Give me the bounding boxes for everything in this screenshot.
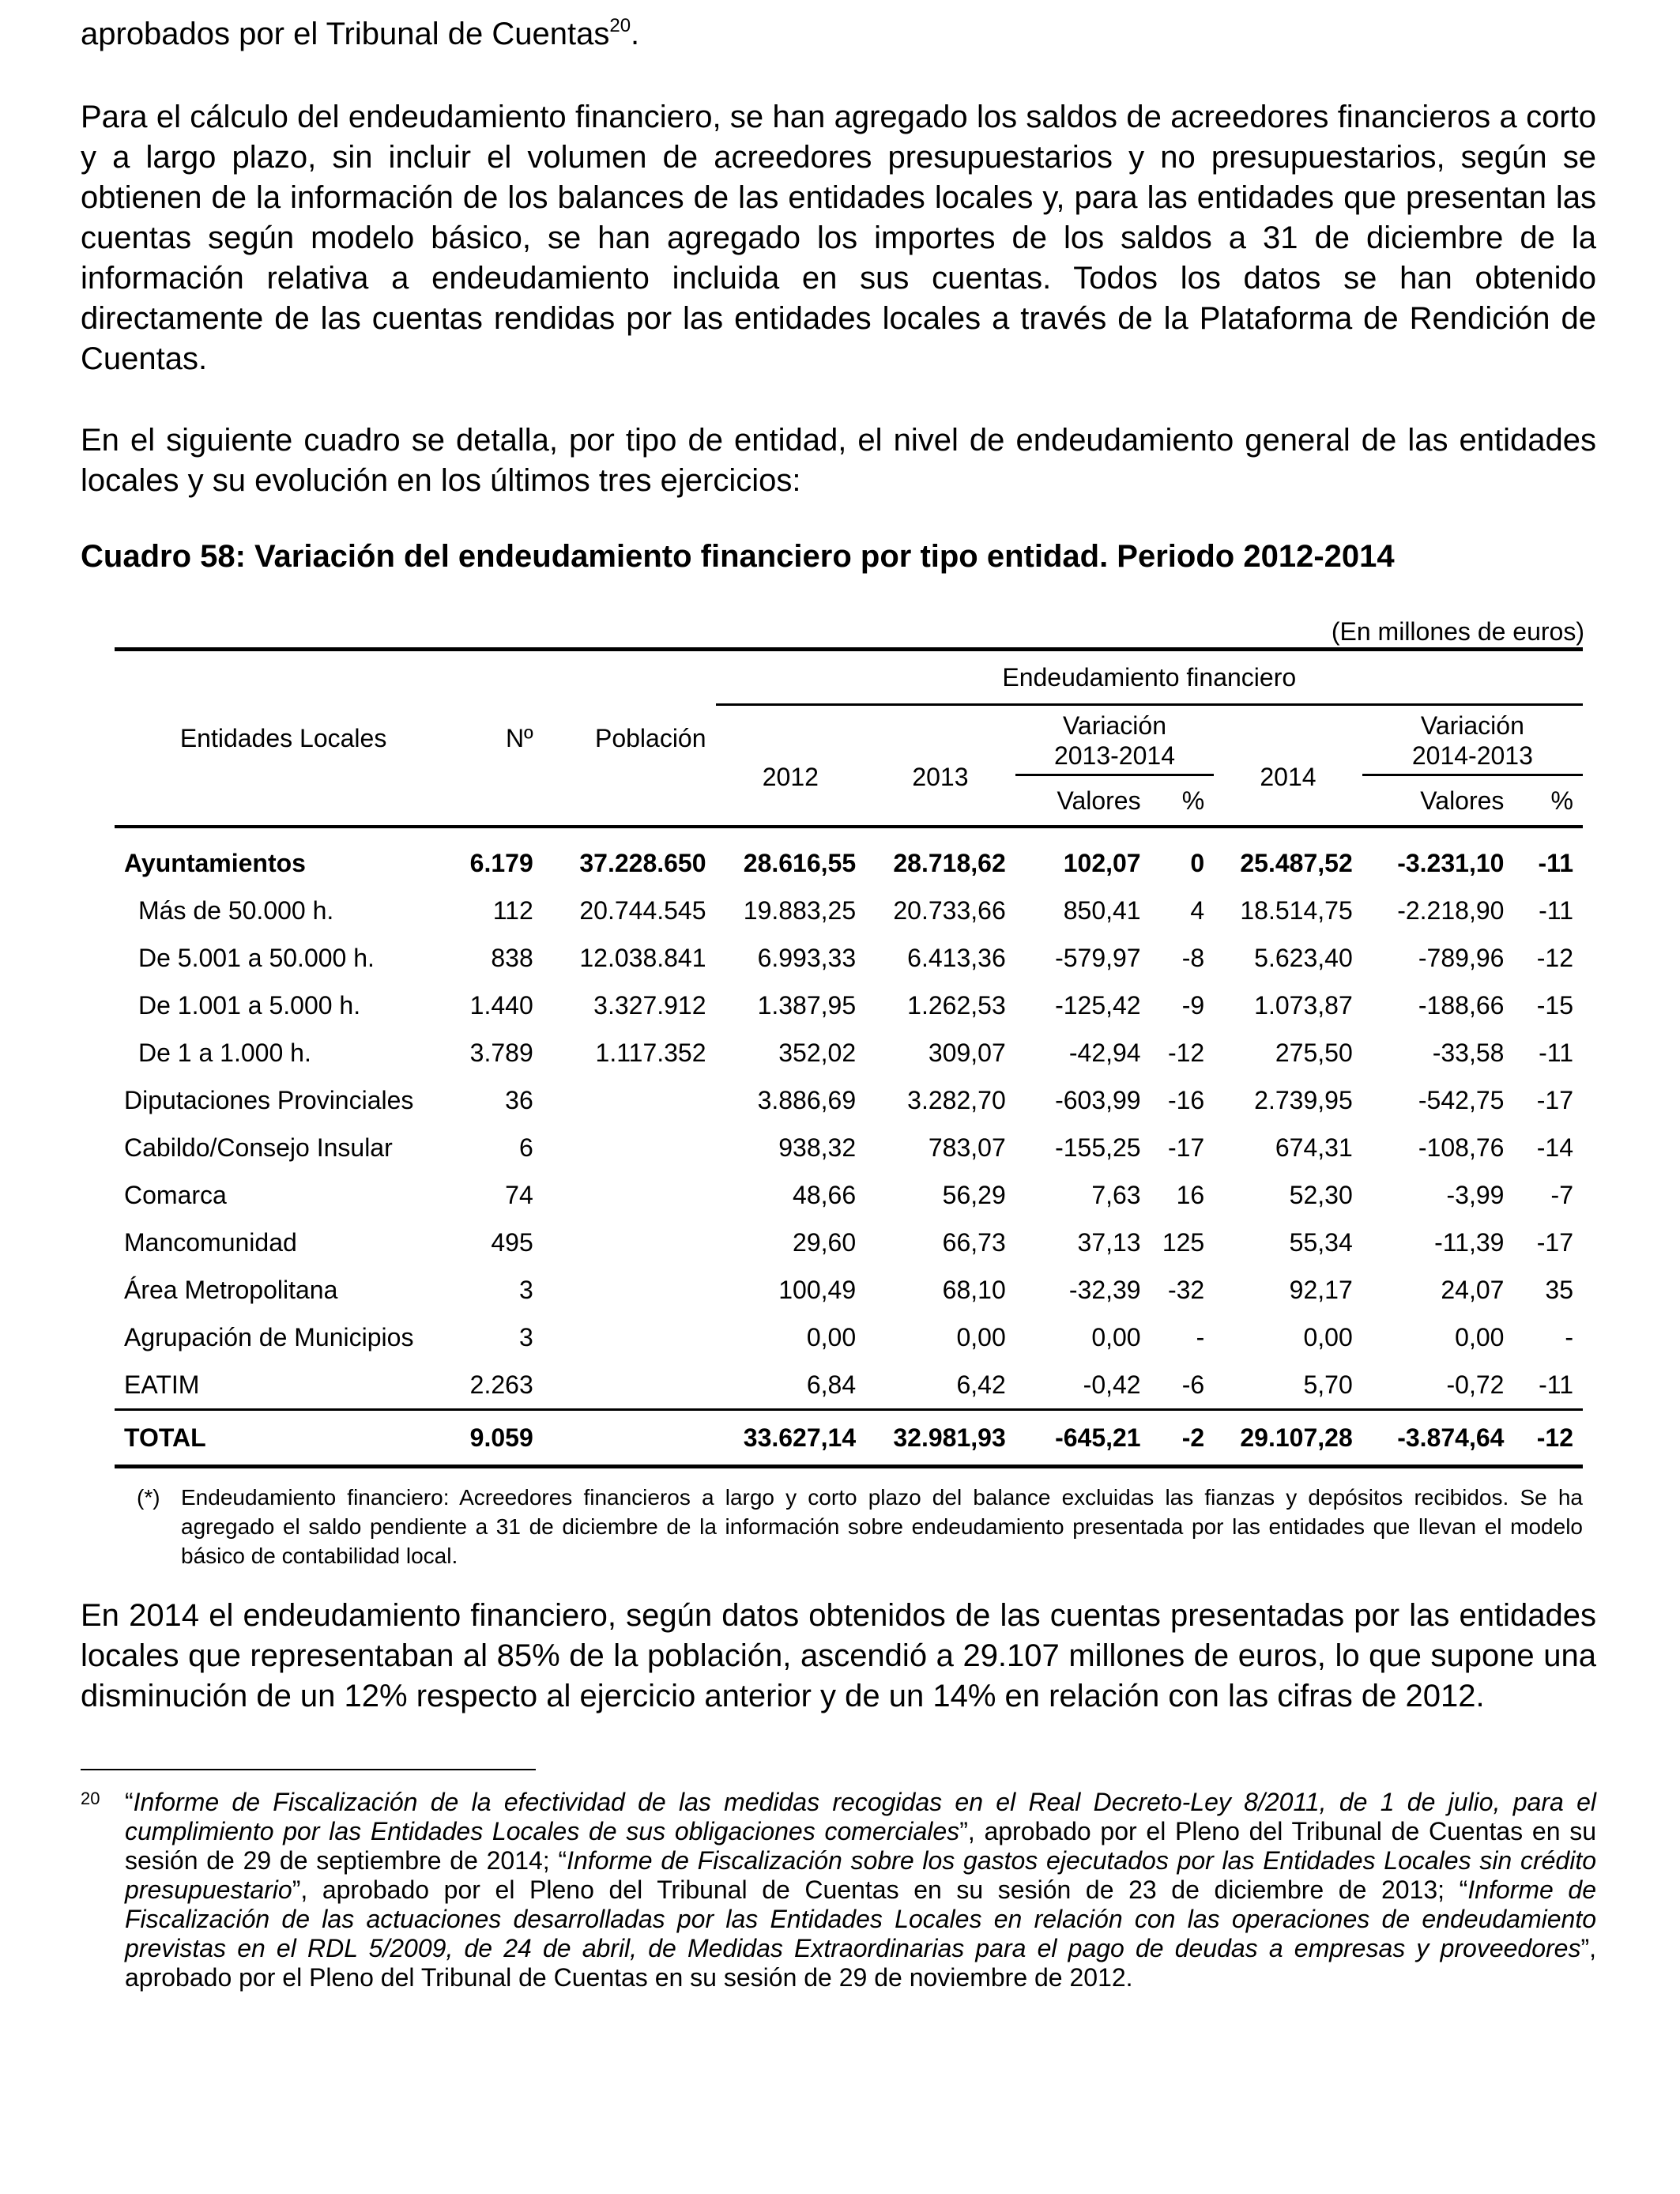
cell-v2014: 674,31 — [1275, 1133, 1353, 1162]
cell-poblacion: 3.327.912 — [593, 990, 706, 1020]
cell-v2014: 5.623,40 — [1254, 943, 1353, 972]
cell-entidad: Mancomunidad — [124, 1227, 297, 1257]
cell-poblacion: 12.038.841 — [579, 943, 706, 972]
cell-numero: 6 — [518, 1133, 533, 1162]
cell-var-valores: -32,39 — [1068, 1275, 1141, 1304]
cell-v2013: 1.262,53 — [907, 990, 1006, 1020]
paragraph-intro-text: aprobados por el Tribunal de Cuentas — [81, 17, 610, 51]
cell-var2-pct: -12 — [1536, 943, 1573, 972]
cell-var2-pct: - — [1565, 1322, 1573, 1351]
table-row — [115, 1361, 1583, 1410]
table-total-row — [115, 1410, 1583, 1467]
cell-v2012: 29,60 — [793, 1227, 857, 1257]
cell-entidad: De 5.001 a 50.000 h. — [138, 943, 375, 972]
cell-var-pct: -6 — [1181, 1370, 1205, 1399]
cell-entidad: EATIM — [124, 1370, 200, 1399]
table-units: (En millones de euros) — [1331, 617, 1584, 646]
header-variacion-1 — [1015, 705, 1214, 775]
cell-numero: 495 — [491, 1227, 533, 1257]
cell-v2012: 33.627,14 — [716, 1410, 866, 1467]
cell-poblacion: 37.228.650 — [579, 848, 706, 877]
header-valores-2: Valores — [1362, 775, 1514, 827]
cell-poblacion — [543, 1361, 716, 1410]
cell-v2014: 29.107,28 — [1214, 1410, 1362, 1467]
cell-var-valores: -155,25 — [1055, 1133, 1141, 1162]
cell-var2-valores: -0,72 — [1446, 1370, 1505, 1399]
cell-var2-pct: -15 — [1536, 990, 1573, 1020]
header-poblacion: Población — [543, 650, 716, 827]
cell-entidad: Más de 50.000 h. — [138, 895, 334, 925]
table-title: Cuadro 58: Variación del endeudamiento financiero por tipo entidad. Periodo 2012-2014 — [81, 539, 1395, 574]
footnote-number: 20 — [81, 1789, 100, 1808]
cell-var-valores: 37,13 — [1077, 1227, 1141, 1257]
cell-var-pct: 4 — [1190, 895, 1205, 925]
cell-var2-pct: -11 — [1539, 1038, 1573, 1067]
cell-v2013: 0,00 — [956, 1322, 1006, 1351]
cell-var-pct: -16 — [1167, 1085, 1205, 1114]
cell-var2-valores: -3.231,10 — [1397, 848, 1505, 877]
table-row — [115, 934, 1583, 982]
cell-numero: 1.440 — [469, 990, 533, 1020]
cell-entidad: Agrupación de Municipios — [124, 1322, 414, 1351]
header-row-1 — [115, 650, 1583, 705]
cell-poblacion — [543, 1266, 716, 1314]
cell-var2-pct: -12 — [1513, 1410, 1583, 1467]
cell-v2014: 25.487,52 — [1240, 848, 1353, 877]
cell-v2012: 100,49 — [778, 1275, 857, 1304]
footnote-title: Informe de Fiscalización de la efectividad de las medidas recogidas en el Real Decreto-Ley 8/2011, de 1 de julio, para el cumplimiento por las Entidades Locales de sus obligaciones comerciales — [125, 1788, 1596, 1845]
cell-var-valores: -603,99 — [1055, 1085, 1141, 1114]
cell-numero: 112 — [492, 895, 533, 925]
cell-v2014: 92,17 — [1289, 1275, 1353, 1304]
cell-var-pct: 125 — [1162, 1227, 1205, 1257]
cell-numero: 3.789 — [469, 1038, 533, 1067]
cell-v2014: 18.514,75 — [1240, 895, 1353, 925]
cell-v2013: 6,42 — [956, 1370, 1006, 1399]
header-valores-1: Valores — [1015, 775, 1151, 827]
header-variacion-2 — [1362, 705, 1583, 775]
cell-entidad: Diputaciones Provinciales — [124, 1085, 414, 1114]
table-row — [115, 1314, 1583, 1361]
cell-var2-valores: -542,75 — [1418, 1085, 1505, 1114]
cell-var2-valores: 0,00 — [1455, 1322, 1505, 1351]
cell-var2-valores: -3,99 — [1446, 1180, 1505, 1209]
cell-numero: 838 — [491, 943, 533, 972]
cell-v2012: 6,84 — [806, 1370, 857, 1399]
footnote-ref[interactable]: 20 — [609, 15, 631, 36]
cell-var-valores: -645,21 — [1015, 1410, 1151, 1467]
cell-var-pct: -2 — [1151, 1410, 1215, 1467]
cell-entidad: Comarca — [124, 1180, 227, 1209]
cell-v2014: 55,34 — [1289, 1227, 1353, 1257]
header-group: Endeudamiento financiero — [716, 650, 1583, 705]
cell-var2-valores: 24,07 — [1441, 1275, 1505, 1304]
cell-numero: 2.263 — [469, 1370, 533, 1399]
footnote-segment: ”, aprobado por el Pleno del Tribunal de Cuentas en su sesión de 29 de noviembre de 2012. — [125, 1934, 1596, 1992]
cell-v2012: 938,32 — [778, 1133, 857, 1162]
cell-v2014: 275,50 — [1275, 1038, 1353, 1067]
cell-v2014: 0,00 — [1303, 1322, 1353, 1351]
header-variacion-2-l1: Variación — [1420, 711, 1524, 740]
cell-var-valores: 850,41 — [1063, 895, 1141, 925]
cell-var-pct: 0 — [1190, 848, 1205, 877]
footnote-separator — [81, 1769, 536, 1770]
cell-numero: 36 — [505, 1085, 533, 1114]
cell-var2-pct: -11 — [1539, 1370, 1573, 1399]
cell-var-pct: - — [1196, 1322, 1205, 1351]
cell-entidad: De 1 a 1.000 h. — [138, 1038, 311, 1067]
cell-v2014: 52,30 — [1289, 1180, 1353, 1209]
cell-entidad: TOTAL — [115, 1410, 452, 1467]
cell-var-pct: -9 — [1181, 990, 1205, 1020]
footnote-title: Informe de Fiscalización sobre los gastos ejecutados por las Entidades Locales sin crédito presupuestario — [125, 1846, 1597, 1904]
header-2013: 2013 — [865, 705, 1015, 827]
table-row — [115, 827, 1583, 887]
cell-var-pct: -17 — [1167, 1133, 1205, 1162]
paragraph-table-intro: En el siguiente cuadro se detalla, por tipo de entidad, el nivel de endeudamiento general de las entidades locales y su evolución en los últimos tres ejercicios: — [81, 423, 1596, 498]
header-pct-1: % — [1151, 775, 1215, 827]
cell-var2-pct: -11 — [1538, 848, 1573, 877]
cell-numero: 9.059 — [452, 1410, 543, 1467]
footnote — [81, 1788, 1596, 1992]
cell-poblacion — [543, 1124, 716, 1171]
cell-entidad: Ayuntamientos — [124, 848, 306, 877]
cell-v2013: 32.981,93 — [865, 1410, 1015, 1467]
cell-v2013: 28.718,62 — [893, 848, 1006, 877]
table-row — [115, 1171, 1583, 1219]
cell-var2-valores: -108,76 — [1418, 1133, 1505, 1162]
header-variacion-2-l2: 2014-2013 — [1411, 741, 1533, 770]
cell-var2-valores: -789,96 — [1418, 943, 1505, 972]
cell-var2-pct: -17 — [1536, 1227, 1573, 1257]
table-row — [115, 1219, 1583, 1266]
cell-var-valores: 0,00 — [1091, 1322, 1141, 1351]
cell-v2013: 68,10 — [942, 1275, 1006, 1304]
header-2012: 2012 — [716, 705, 866, 827]
cell-v2014: 1.073,87 — [1254, 990, 1353, 1020]
cell-entidad: Área Metropolitana — [124, 1275, 338, 1304]
cell-var2-pct: 35 — [1545, 1275, 1573, 1304]
cell-v2012: 48,66 — [793, 1180, 857, 1209]
cell-v2013: 56,29 — [942, 1180, 1006, 1209]
cell-var-valores: -125,42 — [1055, 990, 1141, 1020]
cell-numero: 3 — [518, 1275, 533, 1304]
cell-v2014: 2.739,95 — [1254, 1085, 1353, 1114]
header-2014: 2014 — [1214, 705, 1362, 827]
cell-poblacion — [543, 1410, 716, 1467]
table-note-text: Endeudamiento financiero: Acreedores financieros a largo y corto plazo del balance excluidas las fianzas y depósitos recibidos. Se ha agregado el saldo pendiente a 31 de diciembre de la información sobre endeudamiento presentada por las entidades que llevan el modelo básico de contabilidad local. — [181, 1485, 1583, 1568]
cell-poblacion — [543, 1314, 716, 1361]
footnote-segment: “ — [125, 1788, 134, 1816]
table-row — [115, 1124, 1583, 1171]
table-note-mark: (*) — [137, 1485, 160, 1510]
header-pct-2: % — [1513, 775, 1583, 827]
table-row — [115, 887, 1583, 934]
cell-v2012: 19.883,25 — [743, 895, 857, 925]
paragraph-intro-end: . — [631, 17, 640, 51]
cell-poblacion — [543, 1076, 716, 1124]
cell-var-valores: 7,63 — [1091, 1180, 1141, 1209]
table-note — [115, 1483, 1583, 1570]
cell-poblacion — [543, 1219, 716, 1266]
cell-var2-valores: -3.874,64 — [1362, 1410, 1514, 1467]
footnote-segment: ”, aprobado por el Pleno del Tribunal de Cuentas en su sesión de 23 de diciembre de 2013; “ — [292, 1875, 1468, 1904]
cell-var2-valores: -188,66 — [1418, 990, 1505, 1020]
cell-poblacion: 20.744.545 — [579, 895, 706, 925]
footnote-text — [125, 1788, 1596, 1992]
cell-var2-pct: -14 — [1536, 1133, 1573, 1162]
cell-v2013: 3.282,70 — [907, 1085, 1006, 1114]
cell-var-valores: -42,94 — [1068, 1038, 1141, 1067]
table-row — [115, 1076, 1583, 1124]
cell-var-pct: -32 — [1167, 1275, 1205, 1304]
cell-var2-valores: -2.218,90 — [1397, 895, 1505, 925]
header-entidades: Entidades Locales — [115, 650, 452, 827]
cell-var2-pct: -11 — [1539, 895, 1573, 925]
cell-poblacion: 1.117.352 — [595, 1038, 706, 1067]
cell-v2014: 5,70 — [1303, 1370, 1353, 1399]
paragraph-conclusion: En 2014 el endeudamiento financiero, según datos obtenidos de las cuentas presentadas por las entidades locales que representaban al 85% de la población, ascendió a 29.107 millones de euros, lo que supone una disminución de un 12% respecto al ejercicio anterior y de un 14% en relación con las cifras de 2012. — [81, 1598, 1596, 1713]
cell-v2012: 1.387,95 — [757, 990, 857, 1020]
cell-v2012: 3.886,69 — [757, 1085, 857, 1114]
cell-entidad: Cabildo/Consejo Insular — [124, 1133, 393, 1162]
cell-entidad: De 1.001 a 5.000 h. — [138, 990, 361, 1020]
cell-v2013: 6.413,36 — [907, 943, 1006, 972]
cell-var-valores: -0,42 — [1083, 1370, 1141, 1399]
cell-v2013: 783,07 — [928, 1133, 1006, 1162]
cell-v2012: 0,00 — [806, 1322, 857, 1351]
cell-var2-pct: -7 — [1550, 1180, 1573, 1209]
cell-var-pct: 16 — [1176, 1180, 1205, 1209]
cell-var-pct: -12 — [1167, 1038, 1205, 1067]
cell-numero: 6.179 — [469, 848, 533, 877]
table-row — [115, 1029, 1583, 1076]
cell-var2-valores: -33,58 — [1432, 1038, 1505, 1067]
cell-var-pct: -8 — [1181, 943, 1205, 972]
cell-v2013: 20.733,66 — [893, 895, 1006, 925]
cell-v2013: 309,07 — [928, 1038, 1006, 1067]
paragraph-intro — [81, 14, 1596, 55]
cell-numero: 3 — [518, 1322, 533, 1351]
cell-var2-valores: -11,39 — [1434, 1227, 1505, 1257]
table-row — [115, 1266, 1583, 1314]
cell-v2012: 28.616,55 — [743, 848, 857, 877]
cell-numero: 74 — [505, 1180, 533, 1209]
paragraph-method: Para el cálculo del endeudamiento financiero, se han agregado los saldos de acreedores financieros a corto y a largo plazo, sin incluir el volumen de acreedores presupuestarios y no presupuestarios, según se obtienen de la información de los balances de las entidades locales y, para las entidades que presentan las cuentas según modelo básico, se han agregado los importes de los saldos a 31 de diciembre de la información relativa a endeudamiento incluida en sus cuentas. Todos los datos se han obtenido directamente de las cuentas rendidas por las entidades locales a través de la Plataforma de Rendición de Cuentas. — [81, 100, 1596, 376]
debt-table — [115, 647, 1583, 1468]
cell-v2012: 352,02 — [778, 1038, 857, 1067]
table-row — [115, 982, 1583, 1029]
cell-poblacion — [543, 1171, 716, 1219]
table-body — [115, 827, 1583, 1467]
cell-var-valores: 102,07 — [1063, 848, 1141, 877]
header-numero: Nº — [452, 650, 543, 827]
footnote-title: Informe de Fiscalización de las actuaciones desarrolladas por las Entidades Locales en relación con las operaciones de endeudamiento previstas en el RDL 5/2009, de 24 de abril, de Medidas Extraordinarias para el pago de deudas a empresas y proveedores — [125, 1875, 1597, 1962]
cell-v2012: 6.993,33 — [757, 943, 857, 972]
header-variacion-1-l1: Variación — [1062, 711, 1166, 740]
cell-var2-pct: -17 — [1536, 1085, 1573, 1114]
cell-v2013: 66,73 — [942, 1227, 1006, 1257]
footnote-segment: ”, aprobado por el Pleno del Tribunal de Cuentas en su sesión de 29 de septiembre de 2014; “ — [125, 1817, 1597, 1875]
cell-var-valores: -579,97 — [1055, 943, 1141, 972]
document-page — [81, 14, 1596, 1992]
header-variacion-1-l2: 2013-2014 — [1053, 741, 1175, 770]
